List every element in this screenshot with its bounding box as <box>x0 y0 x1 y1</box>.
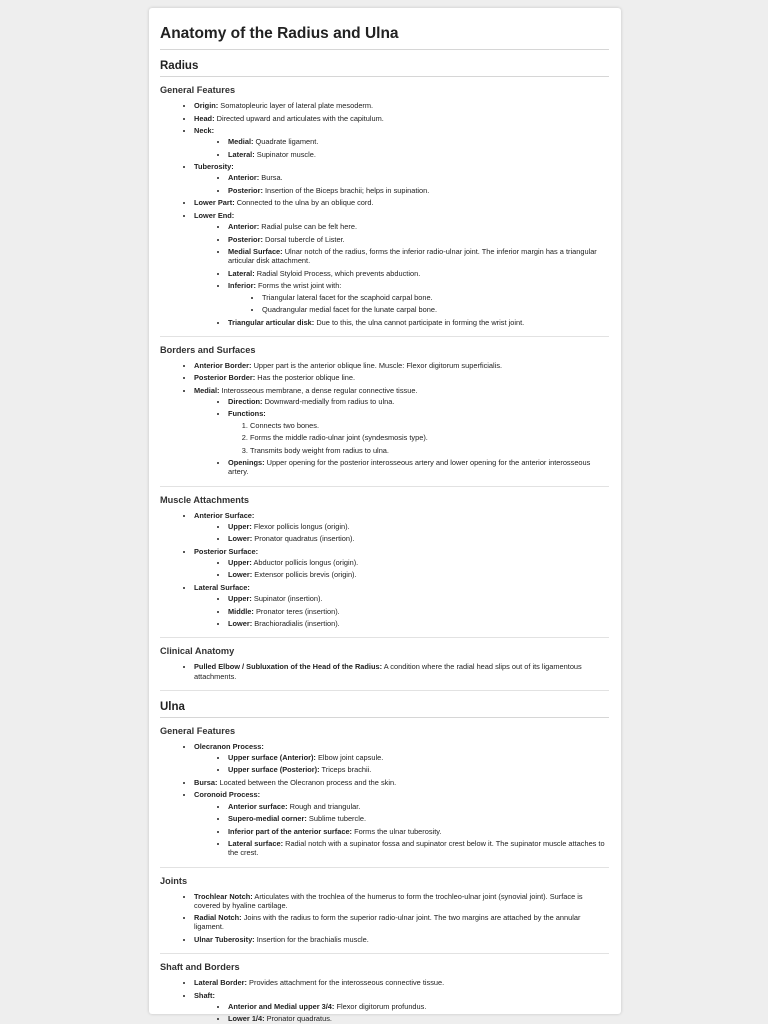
list-radius-general <box>160 101 609 327</box>
list-item: • Posterior: Dorsal tubercle of Lister. <box>228 235 609 244</box>
list-item: • Origin: Somatopleuric layer of lateral plate mesoderm. <box>194 101 609 110</box>
list-item: • Anterior and Medial upper 3/4: Flexor digitorum profundus. <box>228 1002 609 1011</box>
list-item: • Upper: Supinator (insertion). <box>228 594 609 603</box>
list-item: • Upper: Abductor pollicis longus (origin). <box>228 558 609 567</box>
list-radius-clinical <box>160 662 609 680</box>
list-ulna-general <box>160 742 609 858</box>
list-item: • Lateral Surface: • Upper: Supinator (insertion). • Middle: Pronator teres (insertion). • Lower: Brachioradialis (insertion). <box>194 583 609 628</box>
list-radius-borders <box>160 361 609 477</box>
list-item: • Shaft: • Anterior and Medial upper 3/4: Flexor digitorum profundus. • Lower 1/4: Pronator quadratus. <box>194 991 609 1024</box>
list-item: • Neck: • Medial: Quadrate ligament. • Lateral: Supinator muscle. <box>194 126 609 159</box>
list-item: • Head: Directed upward and articulates with the capitulum. <box>194 114 609 123</box>
list-item: • Bursa: Located between the Olecranon process and the skin. <box>194 778 609 787</box>
list-item: • Lateral surface: Radial notch with a supinator fossa and supinator crest below it. The supinator muscle attaches to the crest. <box>228 839 609 857</box>
list-item: • Inferior part of the anterior surface: Forms the ulnar tuberosity. <box>228 827 609 836</box>
list-item: • Lower: Brachioradialis (insertion). <box>228 619 609 628</box>
list-item: • Posterior: Insertion of the Biceps brachii; helps in supination. <box>228 186 609 195</box>
list-item: • Posterior Border: Has the posterior oblique line. <box>194 373 609 382</box>
list-item: • Radial Notch: Joins with the radius to form the superior radio-ulnar joint. The two margins are attached by the annular ligament. <box>194 913 609 931</box>
list-item: • Coronoid Process: • Anterior surface: Rough and triangular. • Supero-medial corner: Sublime tubercle. • Inferior part of the anterior surface: Forms the ulnar tuberosity. • Lateral surface: Radial notch with a supinator fossa and supinator crest below it. The supinator muscle attaches to the crest. <box>194 790 609 857</box>
list-radius-muscles <box>160 511 609 629</box>
list-item: • Pulled Elbow / Subluxation of the Head of the Radius: A condition where the radial head slips out of its ligamentous attachments. <box>194 662 609 680</box>
subsection-heading-general-features: General Features <box>160 85 236 95</box>
list-item: • Trochlear Notch: Articulates with the trochlea of the humerus to form the trochleo-ulnar joint (synovial joint). Surface is covered by hyaline cartilage. <box>194 892 609 910</box>
list-item: • Lateral Border: Provides attachment for the interosseous connective tissue. <box>194 978 609 987</box>
list-item: 1. Connects two bones. <box>250 421 609 430</box>
list-item: • Olecranon Process: • Upper surface (Anterior): Elbow joint capsule. • Upper surface (Posterior): Triceps brachii. <box>194 742 609 775</box>
divider <box>160 953 609 954</box>
subsection-heading-shaft-borders: Shaft and Borders <box>160 962 240 973</box>
list-item: • Lower 1/4: Pronator quadratus. <box>228 1014 609 1023</box>
list-item: • Medial: Quadrate ligament. <box>228 137 609 146</box>
list-item: • Upper: Flexor pollicis longus (origin). <box>228 522 609 531</box>
subsection-heading-joints: Joints <box>160 875 188 886</box>
list-ulna-shaft <box>160 978 609 1023</box>
subsection-heading-clinical-anatomy: Clinical Anatomy <box>160 646 235 657</box>
subsection-heading-borders: Borders and Surfaces <box>160 344 256 355</box>
list-item: • Medial: Interosseous membrane, a dense regular connective tissue. • Direction: Downward-medially from radius to ulna. • Functions: 1. Connects two bones. 2. Forms the middle radio-ulnar joint (syndesmosis type). 3. Transmits body weight from radius to ulna. • Openings: Upper opening for the posterior interosseous artery and lower opening for the anterior interosseous artery. <box>194 386 609 477</box>
list-item: • Ulnar Tuberosity: Insertion for the brachialis muscle. <box>194 935 609 944</box>
list-item: • Lower End: • Anterior: Radial pulse can be felt here. • Posterior: Dorsal tubercle of Lister. • Medial Surface: Ulnar notch of the radius, forms the inferior radio-ulnar joint. The inferior margin has a triangular articular disk attachment. • Lateral: Radial Styloid Process, which prevents abduction. • Inferior: Forms the wrist joint with: • Triangular lateral facet for the scaphoid carpal bone. • Quadrangular medial facet for the lunate carpal bone. • Triangular articular disk: Due to this, the ulna cannot participate in forming the wrist joint. <box>194 211 609 327</box>
list-item: • Anterior Surface: • Upper: Flexor pollicis longus (origin). • Lower: Pronator quadratus (insertion). <box>194 511 609 544</box>
list-item: • Anterior: Radial pulse can be felt here. <box>228 222 609 231</box>
list-item: • Direction: Downward-medially from radius to ulna. <box>228 397 609 406</box>
divider <box>160 637 609 638</box>
list-item: • Upper surface (Posterior): Triceps brachii. <box>228 765 609 774</box>
subsection-heading-muscle-attachments: Muscle Attachments <box>160 494 250 505</box>
list-item: • Lower: Extensor pollicis brevis (origin). <box>228 570 609 579</box>
divider <box>160 690 609 691</box>
list-item: • Triangular lateral facet for the scaphoid carpal bone. <box>262 293 609 302</box>
section-heading-radius: Radius <box>160 60 609 77</box>
list-item: • Triangular articular disk: Due to this, the ulna cannot participate in forming the wrist joint. <box>228 318 609 327</box>
list-item: • Lateral: Radial Styloid Process, which prevents abduction. <box>228 269 609 278</box>
list-item: • Tuberosity: • Anterior: Bursa. • Posterior: Insertion of the Biceps brachii; helps in supination. <box>194 162 609 195</box>
divider <box>160 867 609 868</box>
list-item: 3. Transmits body weight from radius to ulna. <box>250 446 609 455</box>
subsection-heading-general-features: General Features <box>160 725 236 736</box>
section-heading-ulna: Ulna <box>160 701 609 718</box>
list-item: • Supero-medial corner: Sublime tubercle. <box>228 814 609 823</box>
list-item: • Anterior surface: Rough and triangular. <box>228 802 609 811</box>
list-item: • Anterior Border: Upper part is the anterior oblique line. Muscle: Flexor digitorum superficialis. <box>194 361 609 370</box>
list-item: • Upper surface (Anterior): Elbow joint capsule. <box>228 753 609 762</box>
list-item: • Lower Part: Connected to the ulna by an oblique cord. <box>194 198 609 207</box>
list-item: • Posterior Surface: • Upper: Abductor pollicis longus (origin). • Lower: Extensor pollicis brevis (origin). <box>194 547 609 580</box>
list-item: • Functions: 1. Connects two bones. 2. Forms the middle radio-ulnar joint (syndesmosis type). 3. Transmits body weight from radius to ulna. <box>228 409 609 454</box>
list-item: • Middle: Pronator teres (insertion). <box>228 607 609 616</box>
list-item: • Inferior: Forms the wrist joint with: • Triangular lateral facet for the scaphoid carpal bone. • Quadrangular medial facet for the lunate carpal bone. <box>228 281 609 314</box>
list-item: • Lower: Pronator quadratus (insertion). <box>228 534 609 543</box>
list-item: 2. Forms the middle radio-ulnar joint (syndesmosis type). <box>250 433 609 442</box>
divider <box>160 486 609 487</box>
page-title: Anatomy of the Radius and Ulna <box>160 25 609 50</box>
list-item: • Quadrangular medial facet for the lunate carpal bone. <box>262 305 609 314</box>
divider <box>160 336 609 337</box>
list-item: • Lateral: Supinator muscle. <box>228 150 609 159</box>
list-item: • Openings: Upper opening for the posterior interosseous artery and lower opening for the anterior interosseous artery. <box>228 458 609 476</box>
list-item: • Anterior: Bursa. <box>228 173 609 182</box>
list-item: • Medial Surface: Ulnar notch of the radius, forms the inferior radio-ulnar joint. The inferior margin has a triangular articular disk attachment. <box>228 247 609 265</box>
document-card <box>149 8 621 1024</box>
list-ulna-joints <box>160 892 609 945</box>
